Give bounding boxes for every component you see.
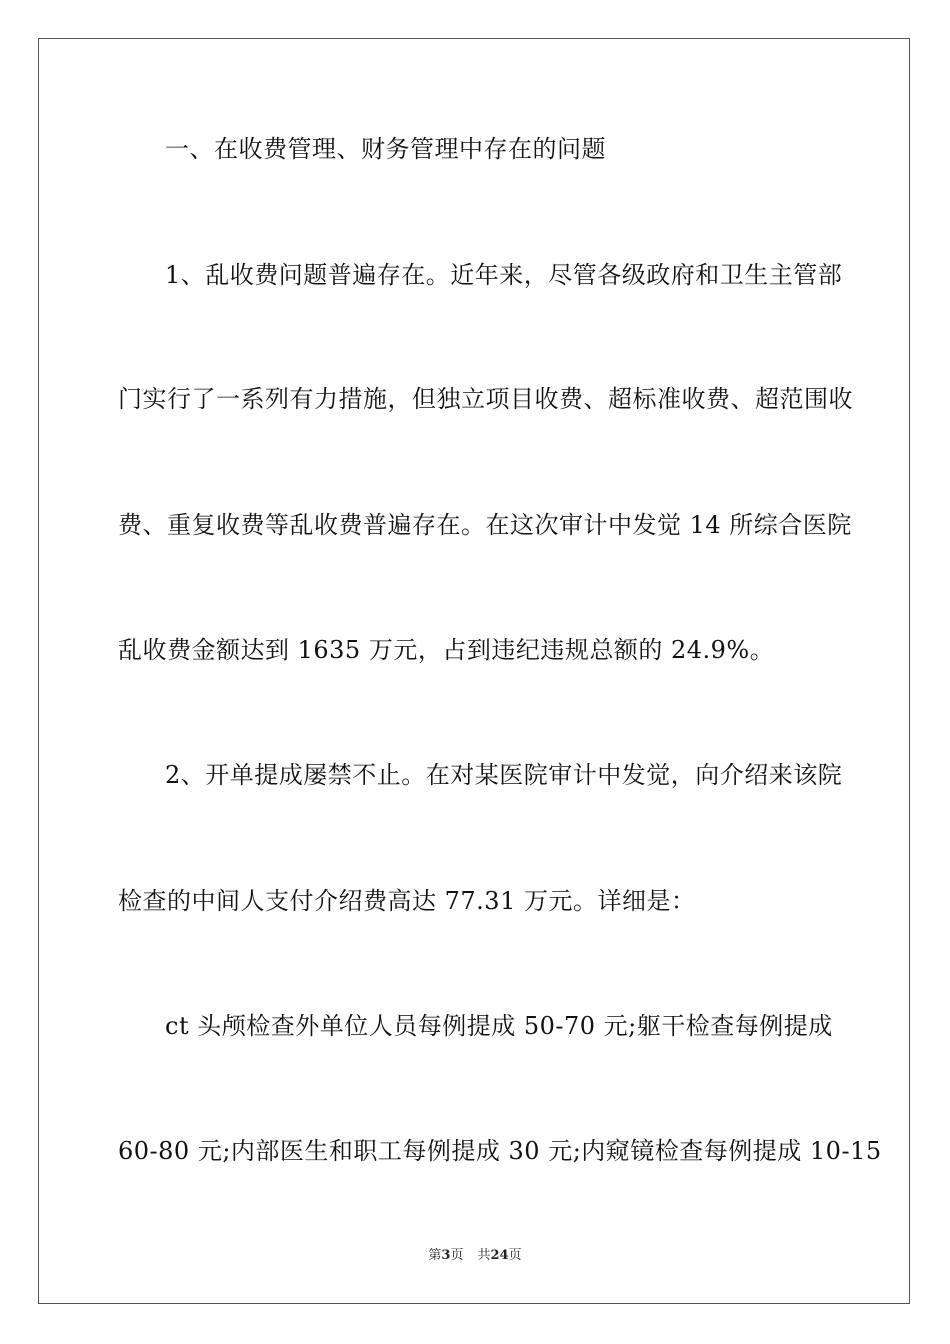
footer-page-suffix: 页: [450, 1248, 464, 1263]
paragraph-line: 乱收费金额达到 1635 万元，占到违纪违规总额的 24.9%。: [118, 636, 775, 664]
paragraph-line: 1、乱收费问题普遍存在。近年来，尽管各级政府和卫生主管部: [165, 261, 843, 289]
footer-total-pages: 24: [490, 1248, 509, 1263]
paragraph-line: 2、开单提成屡禁不止。在对某医院审计中发觉，向介绍来该院: [165, 761, 843, 789]
footer-page-prefix: 第: [428, 1248, 442, 1263]
footer-total-suffix: 页: [508, 1248, 522, 1263]
paragraph-line: 检查的中间人支付介绍费高达 77.31 万元。详细是：: [118, 887, 696, 915]
paragraph-line: ct 头颅检查外单位人员每例提成 50-70 元;躯干检查每例提成: [165, 1012, 833, 1040]
footer-total-prefix: 共: [477, 1248, 491, 1263]
footer-page-number: 3: [441, 1248, 451, 1263]
page-footer: [0, 1247, 950, 1265]
paragraph-line: 费、重复收费等乱收费普遍存在。在这次审计中发觉 14 所综合医院: [118, 511, 852, 539]
page-border: [38, 38, 910, 1304]
paragraph-line: 60-80 元;内部医生和职工每例提成 30 元;内窥镜检查每例提成 10-15: [118, 1137, 882, 1165]
section-heading: 一、在收费管理、财务管理中存在的问题: [165, 135, 606, 163]
paragraph-line: 门实行了一系列有力措施，但独立项目收费、超标准收费、超范围收: [118, 385, 853, 413]
